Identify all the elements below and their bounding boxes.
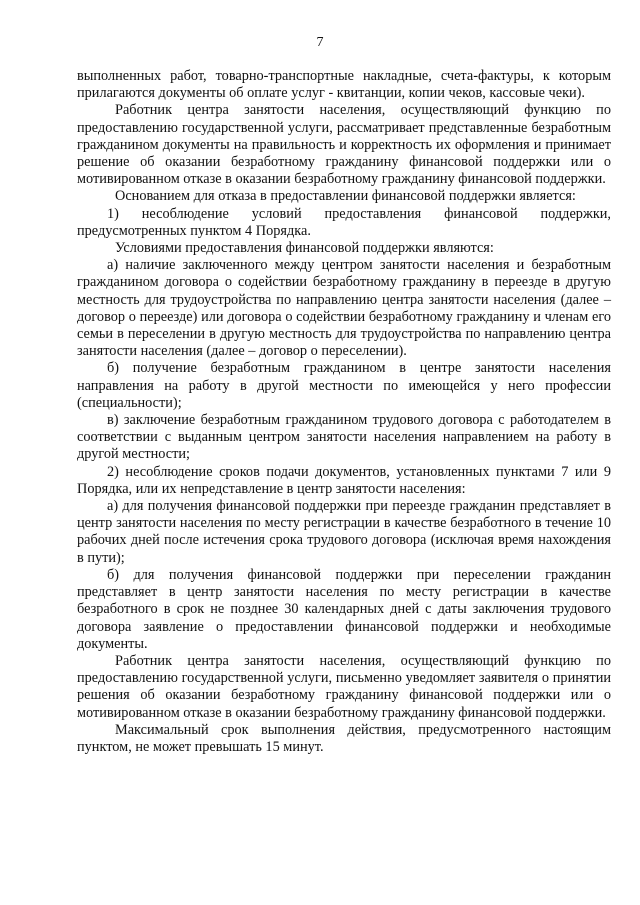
paragraph-condition-b: б) получение безработным гражданином в центре занятости населения направления на работу в другой местности по имеющейся у него профессии (специальности); [77,360,611,411]
paragraph-review-documents: Работник центра занятости населения, осуществляющий функцию по предоставлению государственной услуги, рассматривает представленные безработным гражданином документы на правильность и корректность их оформления и принимает решение об оказании безработному гражданину финансовой поддержки или о мотивированном отказе в оказании безработному гражданину финансовой поддержки. [77,102,611,188]
paragraph-notification: Работник центра занятости населения, осуществляющий функцию по предоставлению государственной услуги, письменно уведомляет заявителя о принятии решения об оказании безработному гражданину финансовой поддержки или о мотивированном отказе в оказании безработному гражданину финансовой поддержки. [77,652,611,721]
paragraph-conditions-heading: Условиями предоставления финансовой поддержки являются: [115,240,494,257]
paragraph-max-duration: Максимальный срок выполнения действия, предусмотренного настоящим пунктом, не может превышать 15 минут. [77,721,611,755]
paragraph-deadline-b: б) для получения финансовой поддержки при переселении гражданин представляет в центр занятости населения по месту регистрации в качестве безработного в срок не позднее 30 календарных дней с даты заключения трудового договора заявление о предоставлении финансовой поддержки и необходимые документы. [77,566,611,652]
paragraph-refusal-ground-2: 2) несоблюдение сроков подачи документов, установленных пунктами 7 или 9 Порядка, или их непредставление в центр занятости населения: [77,463,611,497]
paragraph-deadline-a: а) для получения финансовой поддержки при переезде гражданин представляет в центр занятости населения по месту регистрации в качестве безработного в течение 10 рабочих дней после истечения срока трудового договора (исключая время нахождения в пути); [77,498,611,566]
page-number: 7 [316,35,324,50]
paragraph-condition-v: в) заключение безработным гражданином трудового договора с работодателем в соответствии с выданным центром занятости населения направлением на работу в другой местности; [77,412,611,463]
paragraph-refusal-grounds-heading: Основанием для отказа в предоставлении финансовой поддержки является: [115,188,576,205]
paragraph-condition-a: а) наличие заключенного между центром занятости населения и безработным гражданином договора о содействии безработному гражданину в переезде в другую местность для трудоустройства по направлению центра занятости населения (далее – договор о переезде) или договора о содействии безработному гражданину и членам его семьи в переселении в другую местность для трудоустройства по направлению центра занятости населения (далее – договор о переселении). [77,257,611,360]
paragraph-refusal-ground-1: 1) несоблюдение условий предоставления финансовой поддержки, предусмотренных пунктом 4 Порядка. [77,205,611,239]
paragraph-continuation: выполненных работ, товарно-транспортные накладные, счета-фактуры, к которым прилагаются документы об оплате услуг - квитанции, копии чеков, кассовые чеки). [77,68,611,102]
document-body [77,68,611,756]
